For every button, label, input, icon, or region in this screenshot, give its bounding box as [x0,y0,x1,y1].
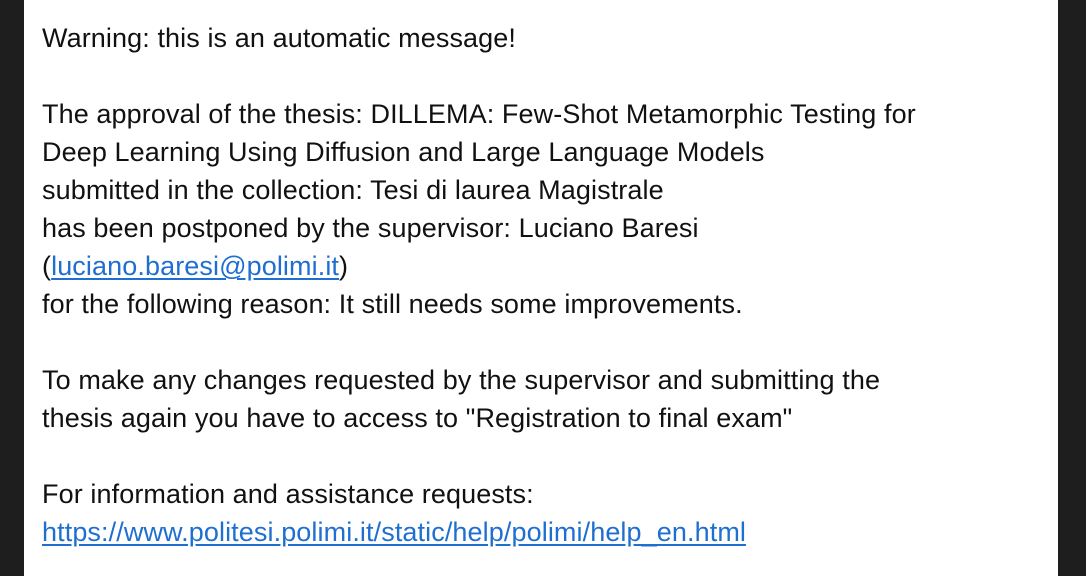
reason-text: for the following reason: It still needs some improvements. [42,289,743,319]
blank-line [42,437,1058,475]
email-body [24,0,1058,576]
close-paren: ) [339,251,349,281]
supervisor-email-line [42,247,1058,285]
warning-text: Warning: this is an automatic message! [42,23,517,53]
blank-line [42,323,1058,361]
supervisor-email-link[interactable]: luciano.baresi@polimi.it [51,251,340,281]
collection-text: submitted in the collection: Tesi di laurea Magistrale [42,175,664,205]
approval-text-line-1: The approval of the thesis: DILLEMA: Few-Shot Metamorphic Testing for [42,99,916,129]
info-text: For information and assistance requests: [42,479,534,509]
changes-text-line-2: thesis again you have to access to "Registration to final exam" [42,403,793,433]
approval-text-line-2: Deep Learning Using Diffusion and Large Language Models [42,137,765,167]
help-url-link[interactable]: https://www.politesi.polimi.it/static/help/polimi/help_en.html [42,517,747,547]
blank-line [42,57,1058,95]
help-link-line [42,513,1058,551]
open-paren: ( [42,251,52,281]
postponed-text: has been postponed by the supervisor: Luciano Baresi [42,213,699,243]
window-edge [1058,0,1086,576]
changes-text-line-1: To make any changes requested by the supervisor and submitting the [42,365,881,395]
